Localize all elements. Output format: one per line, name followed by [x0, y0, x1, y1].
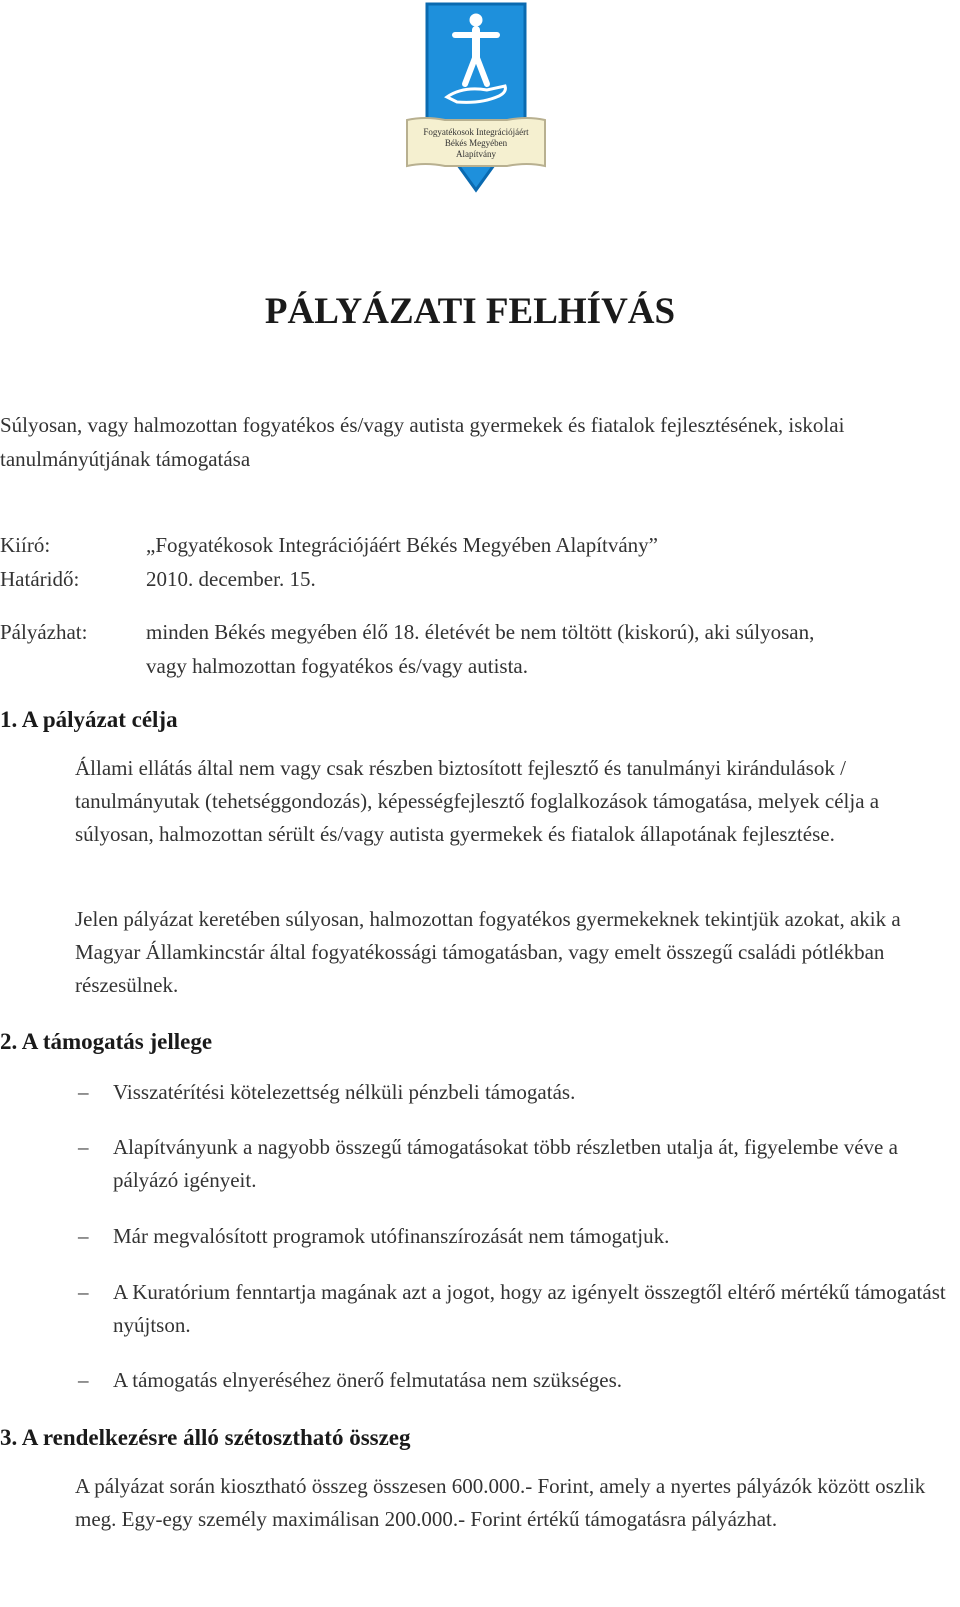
hatarido-value: 2010. december. 15.: [146, 567, 316, 591]
list-item-text: Visszatérítési kötelezettség nélküli pénzbeli támogatás.: [113, 1080, 576, 1104]
section1-paragraph2: Jelen pályázat keretében súlyosan, halmozottan fogyatékos gyermekeknek tekintjük azokat, akik a Magyar Államkincstár által fogyatékossági támogatásban, vagy emelt összegű családi pótlékban részesülnek.: [75, 907, 901, 997]
list-item-text: Alapítványunk a nagyobb összegű támogatásokat több részletben utalja át, figyelembe véve a pályázó igényeit.: [113, 1135, 898, 1192]
hatarido-label: Határidő:: [0, 567, 80, 591]
palyazhat-label: Pályázhat:: [0, 620, 88, 644]
list-item-text: Már megvalósított programok utófinanszírozását nem támogatjuk.: [113, 1224, 670, 1248]
logo-text-line1: Fogyatékosok Integrációjáért: [423, 127, 529, 137]
kiiro-value: „Fogyatékosok Integrációjáért Békés Megyében Alapítvány”: [146, 533, 658, 557]
section3-paragraph: A pályázat során kiosztható összeg összesen 600.000.- Forint, amely a nyertes pályázók között oszlik meg. Egy-egy személy maximálisan 200.000.- Forint értékű támogatásra pályázhat.: [75, 1474, 926, 1531]
dash-bullet: –: [78, 1368, 89, 1392]
palyazhat-line1: minden Békés megyében élő 18. életévét be nem töltött (kiskorú), aki súlyosan,: [146, 620, 815, 644]
dash-bullet: –: [78, 1080, 89, 1104]
section1-heading: 1. A pályázat célja: [0, 707, 178, 732]
dash-bullet: –: [78, 1224, 89, 1248]
page-title: PÁLYÁZATI FELHÍVÁS: [264, 291, 676, 332]
section3-heading: 3. A rendelkezésre álló szétosztható összeg: [0, 1425, 411, 1450]
section1-paragraph1: Állami ellátás által nem vagy csak részben biztosított fejlesztő és tanulmányi kirándulások / tanulmányutak (tehetséggondozás), képességfejlesztő foglalkozások támogatása, melyek célja a súlyosan, halmozottan sérült és/vagy autista gyermekek és fiatalok állapotának fejlesztése.: [75, 756, 880, 846]
list-item-text: A Kuratórium fenntartja magának azt a jogot, hogy az igényelt összegtől eltérő mértékű támogatást nyújtson.: [113, 1280, 946, 1337]
subtitle: Súlyosan, vagy halmozottan fogyatékos és/vagy autista gyermekek és fiatalok fejlesztésének, iskolai tanulmányútjának támogatása: [0, 413, 845, 471]
dash-bullet: –: [78, 1280, 89, 1304]
list-item-text: A támogatás elnyeréséhez önerő felmutatása nem szükséges.: [113, 1368, 623, 1392]
logo-text-line2: Békés Megyében: [444, 138, 508, 148]
logo-text-line3: Alapítvány: [456, 149, 496, 159]
palyazhat-line2: vagy halmozottan fogyatékos és/vagy autista.: [146, 654, 528, 678]
section2-heading: 2. A támogatás jellege: [0, 1029, 213, 1054]
foundation-logo: [405, 2, 547, 197]
dash-bullet: –: [78, 1135, 89, 1159]
kiiro-label: Kiíró:: [0, 533, 51, 557]
